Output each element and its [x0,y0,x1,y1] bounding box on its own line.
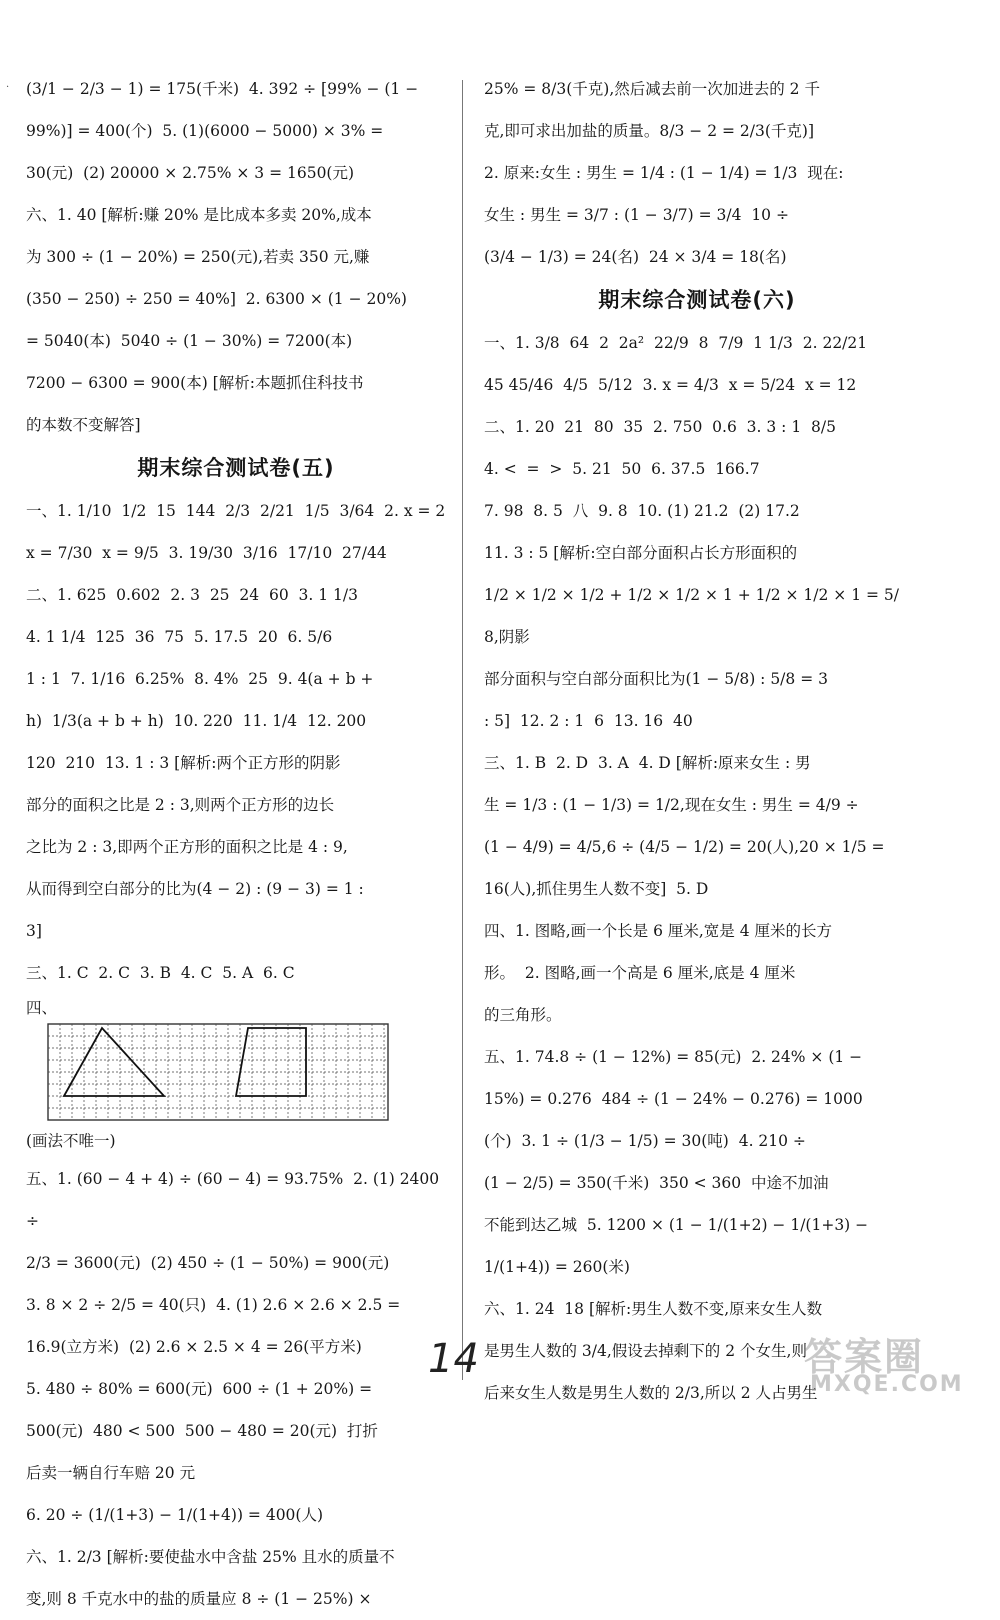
watermark-logo-text: 答案圈 [804,1335,925,1379]
answer-line: 11. 3 : 5 [解析:空白部分面积占长方形面积的 [484,544,798,562]
answer-line: 120 210 13. 1 : 3 [解析:两个正方形的阴影 [26,754,341,772]
answer-line: 的本数不变解答] [26,416,141,434]
answer-line: 7200 − 6300 = 900(本) [解析:本题抓住科技书 [26,374,364,392]
answer-line: 部分面积与空白部分面积比为(1 − 5/8) : 5/8 = 3 [484,670,828,688]
previous-test-answers-left [26,68,446,446]
answer-line: 六、1. 2/3 [解析:要使盐水中含盐 25% 且水的质量不 [26,1548,395,1566]
answer-line: 部分的面积之比是 2 : 3,则两个正方形的边长 [26,796,335,814]
answer-line: 1 : 1 7. 1/16 6.25% 8. 4% 25 9. 4(a + b + [26,670,374,688]
watermark-logo [800,1326,986,1400]
answer-line: 16.9(立方米) (2) 2.6 × 2.5 × 4 = 26(平方米) [26,1338,362,1356]
answer-line: 25% = 8/3(千克),然后减去前一次加进去的 2 千 [484,80,820,98]
answer-line: 三、1. C 2. C 3. B 4. C 5. A 6. C [26,964,295,982]
grid-drawing-area [26,996,446,1124]
answer-line: 15%) = 0.276 484 ÷ (1 − 24% − 0.276) = 1000 [484,1090,863,1108]
answer-line: h) 1/3(a + b + h) 10. 220 11. 1/4 12. 200 [26,712,367,730]
trapezoid-shape [236,1028,306,1096]
answer-line: 五、1. 74.8 ÷ (1 − 12%) = 85(元) 2. 24% × (1 − [484,1048,863,1066]
right-column [484,68,910,1414]
answer-line: 三、1. B 2. D 3. A 4. D [解析:原来女生 : 男 [484,754,811,772]
answer-line: 4. 1 1/4 125 36 75 5. 17.5 20 6. 5/6 [26,628,333,646]
answer-line: 二、1. 625 0.602 2. 3 25 24 60 3. 1 1/3 [26,586,358,604]
edge-mark: · [6,82,10,93]
column-divider [462,80,463,1380]
answer-line: 4. < = > 5. 21 50 6. 37.5 166.7 [484,460,760,478]
answer-line: 2/3 = 3600(元) (2) 450 ÷ (1 − 50%) = 900(元) [26,1254,390,1272]
answer-line: 后来女生人数是男生人数的 2/3,所以 2 人占男生 [484,1384,818,1402]
answer-line: (个) 3. 1 ÷ (1/3 − 1/5) = 30(吨) 4. 210 ÷ [484,1132,806,1150]
triangle-shape [64,1028,164,1096]
answer-line: 7. 98 8. 5 八 9. 8 10. (1) 21.2 (2) 17.2 [484,502,800,520]
previous-test-answers-right [484,68,910,278]
answer-line: 16(人),抓住男生人数不变] 5. D [484,880,709,898]
answer-line: : 5] 12. 2 : 1 6 13. 16 40 [484,712,693,730]
answer-line: = 5040(本) 5040 ÷ (1 − 30%) = 7200(本) [26,332,353,350]
answer-line: 后卖一辆自行车赔 20 元 [26,1464,196,1482]
answer-line: 1/2 × 1/2 × 1/2 + 1/2 × 1/2 × 1 + 1/2 × 1/2 × 1 = 5/8,阴影 [484,586,899,646]
handwritten-page-number: 14 [428,1336,479,1382]
answer-line: (1 − 4/9) = 4/5,6 ÷ (4/5 − 1/2) = 20(人),20 × 1/5 = [484,838,885,856]
answer-line: 2. 原来:女生 : 男生 = 1/4 : (1 − 1/4) = 1/3 现在: [484,164,844,182]
answer-line: 女生 : 男生 = 3/7 : (1 − 3/7) = 3/4 10 ÷ [484,206,789,224]
answer-line: 变,则 8 千克水中的盐的质量应 8 ÷ (1 − 25%) × [26,1590,372,1608]
answer-line: 一、1. 3/8 64 2 2a² 22/9 8 7/9 1 1/3 2. 22/21 [484,334,868,352]
answer-line: 之比为 2 : 3,即两个正方形的面积之比是 4 : 9, [26,838,348,856]
test-5-answers-part-b [26,1158,446,1620]
answer-line: 500(元) 480 < 500 500 − 480 = 20(元) 打折 [26,1422,378,1440]
answer-line: 5. 480 ÷ 80% = 600(元) 600 ÷ (1 + 20%) = [26,1380,373,1398]
answer-line: 不能到达乙城 5. 1200 × (1 − 1/(1+2) − 1/(1+3) − [484,1216,869,1234]
answer-line: 30(元) (2) 20000 × 2.75% × 3 = 1650(元) [26,164,355,182]
test-5-answers-part-a [26,490,446,994]
answer-line: 的三角形。 [484,1006,562,1024]
answer-line: (3/1 − 2/3 − 1) = 175(千米) 4. 392 ÷ [99% − (1 − [26,80,419,98]
grid-note: (画法不唯一) [26,1132,116,1150]
answer-line: 五、1. (60 − 4 + 4) ÷ (60 − 4) = 93.75% 2. (1) 2400 ÷ [26,1170,445,1230]
grid-label: 四、 [26,999,58,1017]
answer-line: 从而得到空白部分的比为(4 − 2) : (9 − 3) = 1 : [26,880,364,898]
answer-line: 克,即可求出加盐的质量。8/3 − 2 = 2/3(千克)] [484,122,815,140]
answer-line: 一、1. 1/10 1/2 15 144 2/3 2/21 1/5 3/64 2. x = 2 [26,502,446,520]
section-title-test-5: 期末综合测试卷(五) [137,456,335,480]
answer-line: 形。 2. 图略,画一个高是 6 厘米,底是 4 厘米 [484,964,796,982]
answer-line: 3. 8 × 2 ÷ 2/5 = 40(只) 4. (1) 2.6 × 2.6 × 2.5 = [26,1296,401,1314]
answer-line: 6. 20 ÷ (1/(1+3) − 1/(1+4)) = 400(人) [26,1506,324,1524]
answer-line: 二、1. 20 21 80 35 2. 750 0.6 3. 3 : 1 8/5 [484,418,836,436]
answer-line: x = 7/30 x = 9/5 3. 19/30 3/16 17/10 27/44 [26,544,387,562]
answer-line: 3] [26,922,42,940]
watermark-url: MXQE.COM [810,1372,964,1397]
answer-line: 生 = 1/3 : (1 − 1/3) = 1/2,现在女生 : 男生 = 4/9 ÷ [484,796,859,814]
answer-line: 99%)] = 400(个) 5. (1)(6000 − 5000) × 3% = [26,122,384,140]
grid-figure [46,1020,392,1124]
answer-line: 1/(1+4)) = 260(米) [484,1258,630,1276]
answer-line: 为 300 ÷ (1 − 20%) = 250(元),若卖 350 元,赚 [26,248,370,266]
test-6-answers [484,322,910,1414]
section-title-test-6: 期末综合测试卷(六) [598,288,796,312]
answer-line: 六、1. 40 [解析:赚 20% 是比成本多卖 20%,成本 [26,206,372,224]
left-column [26,68,446,1620]
answer-line: (350 − 250) ÷ 250 = 40%] 2. 6300 × (1 − 20%) [26,290,407,308]
answer-line: (3/4 − 1/3) = 24(名) 24 × 3/4 = 18(名) [484,248,787,266]
answer-line: 六、1. 24 18 [解析:男生人数不变,原来女生人数 [484,1300,823,1318]
answer-line: 四、1. 图略,画一个长是 6 厘米,宽是 4 厘米的长方 [484,922,833,940]
answer-line: 是男生人数的 3/4,假设去掉剩下的 2 个女生,则 [484,1342,807,1360]
answer-line: (1 − 2/5) = 350(千米) 350 < 360 中途不加油 [484,1174,829,1192]
answer-line: 45 45/46 4/5 5/12 3. x = 4/3 x = 5/24 x = 12 [484,376,857,394]
